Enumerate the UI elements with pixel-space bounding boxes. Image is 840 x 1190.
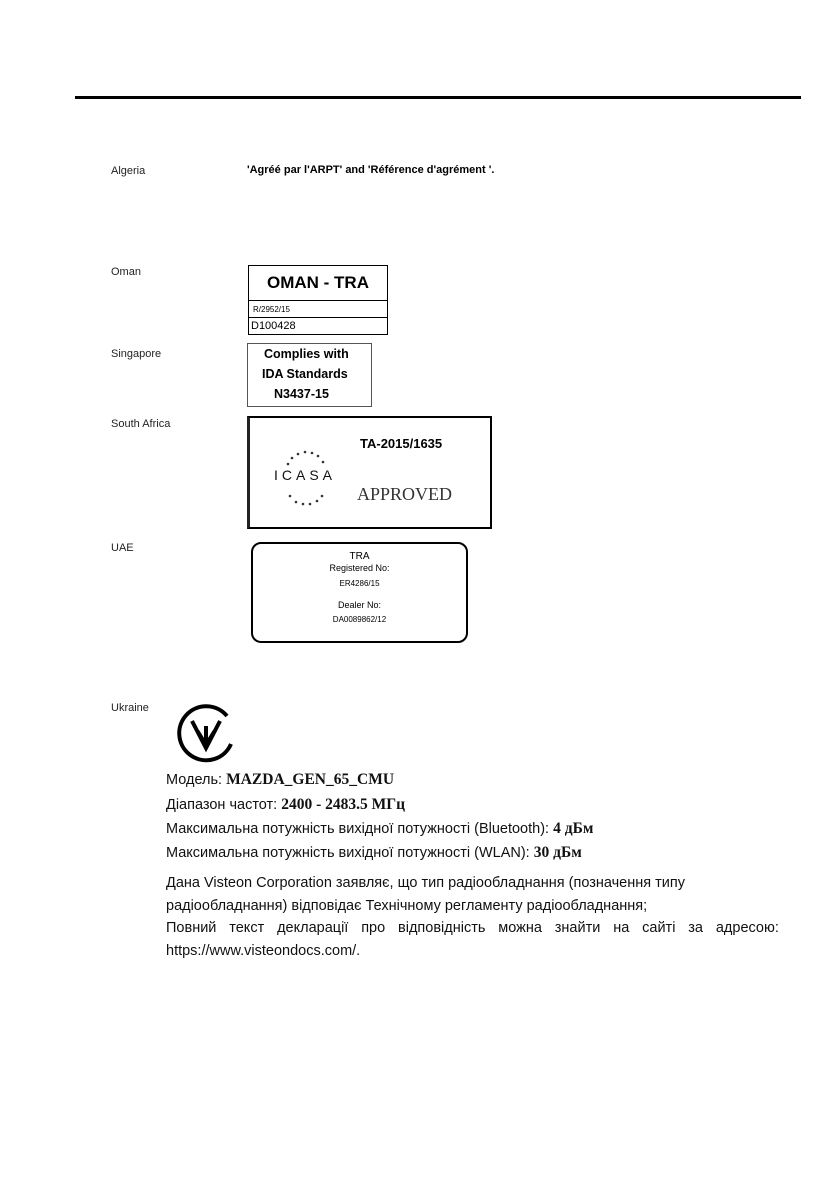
singapore-line-1: Complies with xyxy=(264,347,349,361)
country-label-algeria: Algeria xyxy=(111,165,146,177)
declaration-word: на xyxy=(613,920,630,936)
declaration-word: відповідність xyxy=(398,920,486,936)
country-label-singapore: Singapore xyxy=(111,348,162,360)
uae-line-4: Dealer No: xyxy=(337,600,382,610)
ukraine-model-label: Модель: xyxy=(166,772,227,788)
declaration-word: можна xyxy=(498,920,542,936)
ukraine-frequency-line xyxy=(166,796,405,814)
icasa-ta-number: TA-2015/1635 xyxy=(360,436,443,451)
ukraine-wlan-power-line xyxy=(166,844,582,862)
oman-tra-label xyxy=(248,265,388,335)
singapore-ida-label xyxy=(247,343,372,407)
singapore-line-2: IDA Standards xyxy=(262,367,348,381)
ukraine-model-value: MAZDA_GEN_65_CMU xyxy=(226,771,395,788)
ukraine-declaration-line-3 xyxy=(166,920,779,936)
ukraine-bluetooth-label: Максимальна потужність вихідної потужності (Bluetooth): xyxy=(166,821,554,837)
declaration-word: текст xyxy=(229,920,265,936)
ukraine-wlan-value: 30 дБм xyxy=(533,844,582,861)
declaration-word: адресою: xyxy=(715,920,779,936)
uae-line-3: ER4286/15 xyxy=(339,579,380,588)
oman-title: OMAN - TRA xyxy=(249,266,387,301)
ukraine-bluetooth-power-line xyxy=(166,820,593,838)
ukraine-wlan-label: Максимальна потужність вихідної потужності (WLAN): xyxy=(166,845,534,861)
ukraine-frequency-value: 2400 - 2483.5 МГц xyxy=(281,796,406,813)
declaration-word: сайті xyxy=(642,920,676,936)
country-label-uae: UAE xyxy=(111,542,134,554)
algeria-approval-text: 'Agréé par l'ARPT' and 'Référence d'agrément '. xyxy=(247,164,495,176)
icasa-logo-text: ICASA xyxy=(274,467,337,483)
ukraine-declaration-line-2: радіообладнання) відповідає Технічному регламенту радіообладнання; xyxy=(166,898,648,914)
ukraine-declaration-url: https://www.visteondocs.com/. xyxy=(166,943,361,959)
singapore-line-3: N3437-15 xyxy=(274,387,329,401)
declaration-word: про xyxy=(361,920,386,936)
uae-line-1: TRA xyxy=(349,551,370,562)
uae-tra-label xyxy=(251,542,468,643)
declaration-word: за xyxy=(688,920,703,936)
country-label-ukraine: Ukraine xyxy=(111,702,149,714)
uae-line-5: DA0089862/12 xyxy=(332,615,387,624)
country-label-oman: Oman xyxy=(111,266,141,278)
ukraine-declaration-line-1: Дана Visteon Corporation заявляє, що тип радіообладнання (позначення типу xyxy=(166,875,685,891)
oman-code-2: D100428 xyxy=(251,320,296,332)
icasa-approval-label xyxy=(247,416,492,529)
declaration-word: Повний xyxy=(166,920,217,936)
uae-line-2: Registered No: xyxy=(329,563,390,573)
ukraine-conformity-mark-icon xyxy=(175,704,237,766)
country-label-south-africa: South Africa xyxy=(111,418,171,430)
ukraine-bluetooth-value: 4 дБм xyxy=(553,820,594,837)
oman-code-1: R/2952/15 xyxy=(249,301,387,318)
declaration-word: декларації xyxy=(277,920,349,936)
ukraine-frequency-label: Діапазон частот: xyxy=(166,797,282,813)
declaration-word: знайти xyxy=(554,920,601,936)
icasa-approved-text: APPROVED xyxy=(357,484,453,504)
header-rule xyxy=(75,96,801,99)
ukraine-model-line xyxy=(166,771,394,789)
